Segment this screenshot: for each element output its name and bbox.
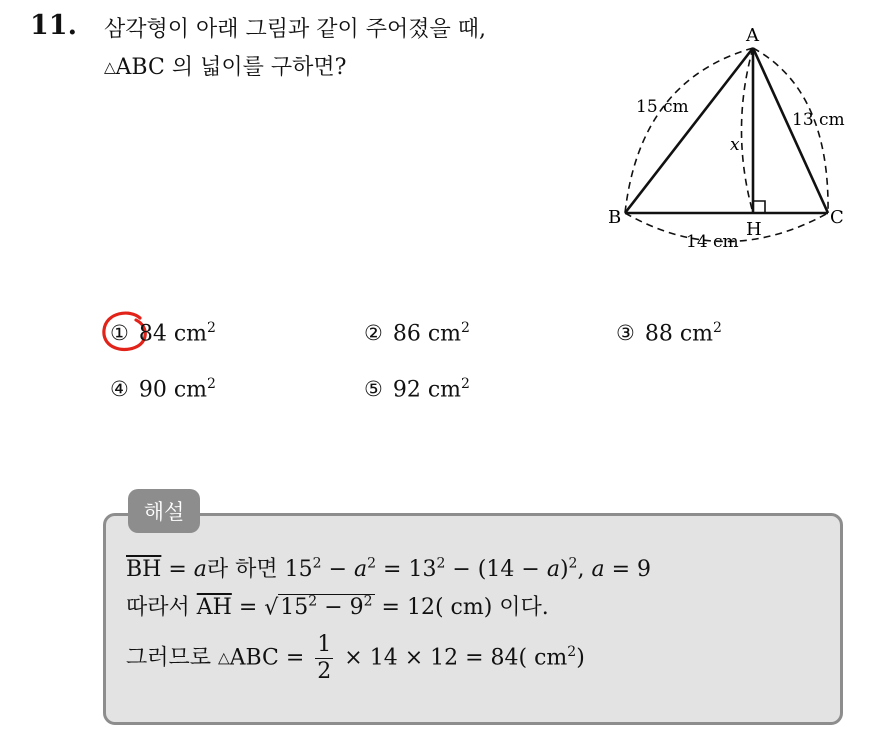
vertex-a-label: A [746, 25, 759, 46]
choice-3[interactable]: ③ 88 $cm^2$ [616, 320, 722, 347]
side-ab-label: 15 cm [636, 97, 689, 117]
triangle-figure [590, 20, 860, 260]
right-angle-mark [753, 201, 765, 213]
triangle-symbol: △ [104, 58, 116, 76]
vertex-c-label: C [830, 207, 844, 228]
foot-h-label: H [746, 219, 762, 240]
dashed-arc-x [742, 48, 754, 213]
question-text-line2: △ABC 의 넓이를 구하면? [104, 55, 347, 80]
side-ac-label: 13 cm [792, 110, 845, 130]
fraction: $\frac{1}{2}$ [317, 632, 332, 684]
side-ac [753, 48, 828, 213]
choice-2[interactable]: ② 86 $cm^2$ [364, 320, 470, 347]
choice-1[interactable]: ① 84 $cm^2$ [110, 320, 216, 347]
question-text-line1: 삼각형이 아래 그림과 같이 주어졌을 때, [104, 17, 486, 42]
square-root: $√15^2 - 9^2$ [264, 593, 373, 620]
choice-4[interactable]: ④ 90 $cm^2$ [110, 376, 216, 403]
side-bc-label: 14 cm [686, 232, 739, 252]
question-number: 11. [30, 10, 77, 41]
choice-5[interactable]: ⑤ 92 $cm^2$ [364, 376, 470, 403]
side-ab [625, 48, 753, 213]
solution-line1: $\overline{BH} = a$라 하면 $15^2 - a^2 = 13^2 - (14 - a)^2$, a = 9 [126, 555, 651, 582]
solution-line2: 따라서 $\overline{AH} = √15^2 - 9^2 = 12$( cm) 이다. [126, 593, 549, 620]
solution-line3: 그러므로 △ABC = $\frac{1}{2}$ × 14 × 12 = 84( $cm^2$) [126, 632, 585, 684]
solution-tab: 해설 [128, 489, 200, 533]
vertex-b-label: B [608, 207, 622, 228]
height-x-label: x [730, 135, 740, 155]
